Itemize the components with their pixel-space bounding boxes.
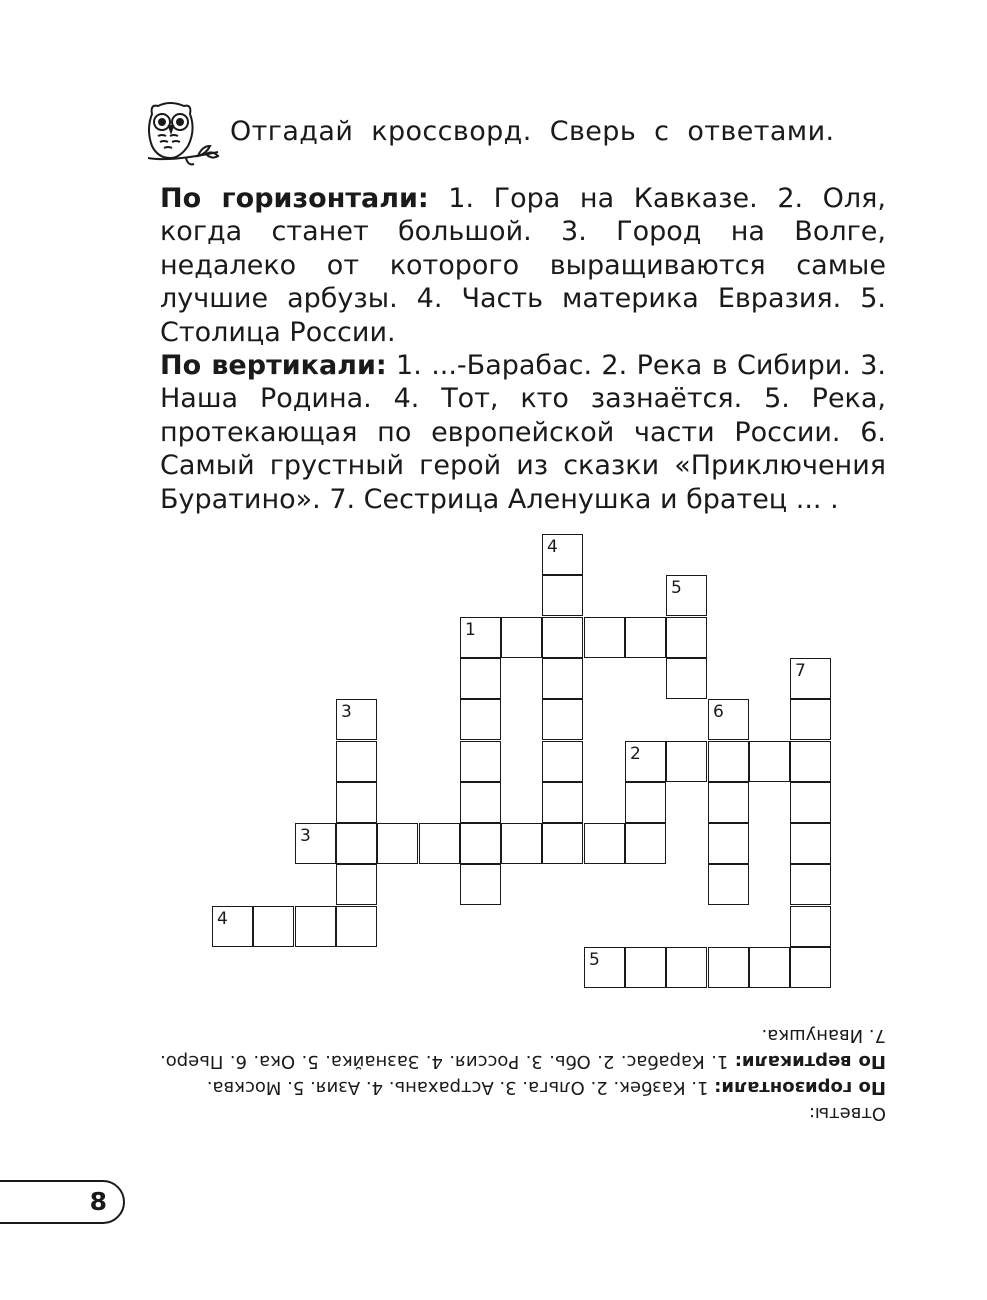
crossword-cell[interactable] [295, 823, 336, 864]
crossword-cell[interactable] [212, 906, 253, 947]
crossword-cell[interactable] [790, 906, 831, 947]
crossword-cell[interactable] [336, 864, 377, 905]
crossword-number: 1 [465, 620, 476, 640]
crossword-cell[interactable] [708, 699, 749, 740]
crossword-cell[interactable] [625, 947, 666, 988]
answers-block [160, 1022, 886, 1126]
crossword-cell[interactable] [542, 699, 583, 740]
crossword-cell[interactable] [790, 947, 831, 988]
answers-horizontal-text: 1. Казбек. 2. Ольга. 3. Астрахань. 4. Азия. 5. Москва. [206, 1077, 715, 1098]
crossword-cell[interactable] [666, 575, 707, 616]
crossword-cell[interactable] [542, 823, 583, 864]
crossword-cell[interactable] [708, 864, 749, 905]
crossword-cell[interactable] [336, 782, 377, 823]
crossword-cell[interactable] [542, 658, 583, 699]
crossword-cell[interactable] [542, 575, 583, 616]
crossword-cell[interactable] [708, 782, 749, 823]
clues-vertical-text: 1. ...-Барабас. 2. Река в Сибири. 3. Наша Родина. 4. Тот, кто зазнаётся. 5. Река, протекающая по европейской части России. 6. Самый грустный герой из сказки «Приключения Буратино». 7. Сестрица Аленушка и братец ... . [160, 350, 886, 515]
crossword-cell[interactable] [584, 823, 625, 864]
crossword-cell[interactable] [666, 658, 707, 699]
crossword-cell[interactable] [336, 906, 377, 947]
clues-horizontal-text: 1. Гора на Кавказе. 2. Оля, когда станет большой. 3. Город на Волге, недалеко от которого выращиваются самые лучшие арбузы. 4. Часть материка Евразия. 5. Столица России. [160, 183, 887, 348]
crossword-number: 5 [589, 950, 600, 970]
crossword-cell[interactable] [253, 906, 294, 947]
answers-title: Ответы: [808, 1103, 886, 1124]
crossword-cell[interactable] [460, 741, 501, 782]
page-number-tab [0, 1180, 125, 1224]
crossword-cell[interactable] [336, 699, 377, 740]
crossword-cell[interactable] [542, 782, 583, 823]
crossword-cell[interactable] [295, 906, 336, 947]
crossword-number: 6 [713, 702, 724, 722]
crossword-cell[interactable] [460, 864, 501, 905]
crossword-cell[interactable] [625, 741, 666, 782]
answers-horizontal [160, 1074, 886, 1100]
crossword-cell[interactable] [790, 864, 831, 905]
answers-vertical [160, 1022, 886, 1074]
page-number: 8 [89, 1187, 107, 1216]
crossword-cell[interactable] [336, 741, 377, 782]
answers-vertical-label: По вертикали: [734, 1051, 886, 1072]
crossword-cell[interactable] [708, 823, 749, 864]
crossword-number: 3 [341, 702, 352, 722]
crossword-cell[interactable] [584, 617, 625, 658]
crossword-cell[interactable] [542, 534, 583, 575]
crossword-cell[interactable] [790, 782, 831, 823]
crossword-cell[interactable] [790, 658, 831, 699]
crossword-cell[interactable] [749, 947, 790, 988]
crossword-cell[interactable] [460, 782, 501, 823]
crossword-cell[interactable] [377, 823, 418, 864]
instruction-text: Отгадай кроссворд. Сверь с ответами. [230, 116, 835, 147]
crossword-number: 3 [300, 826, 311, 846]
answers-vertical-text: 1. Карабас. 2. Обь. 3. Россия. 4. Зазнайка. 5. Ока. 6. Пьеро. 7. Иванушка. [160, 1025, 886, 1072]
crossword-cell[interactable] [460, 617, 501, 658]
crossword-cell[interactable] [625, 823, 666, 864]
crossword-cell[interactable] [625, 782, 666, 823]
crossword-number: 7 [795, 661, 806, 681]
clues-vertical-label: По вертикали: [160, 350, 387, 381]
crossword-cell[interactable] [708, 947, 749, 988]
crossword-number: 5 [671, 578, 682, 598]
crossword-cell[interactable] [749, 741, 790, 782]
crossword-cell[interactable] [460, 699, 501, 740]
crossword-cell[interactable] [790, 741, 831, 782]
crossword-cell[interactable] [708, 741, 749, 782]
crossword-number: 2 [630, 744, 641, 764]
answers-horizontal-label: По горизонтали: [714, 1077, 886, 1098]
crossword-cell[interactable] [666, 741, 707, 782]
crossword-number: 4 [547, 537, 558, 557]
crossword-cell[interactable] [336, 823, 377, 864]
crossword-cell[interactable] [419, 823, 460, 864]
crossword-cell[interactable] [501, 617, 542, 658]
crossword-cell[interactable] [542, 617, 583, 658]
clues-horizontal-label: По горизонтали: [160, 183, 429, 214]
crossword-cell[interactable] [790, 823, 831, 864]
crossword-cell[interactable] [790, 699, 831, 740]
crossword-cell[interactable] [666, 947, 707, 988]
crossword-cell[interactable] [666, 617, 707, 658]
crossword-cell[interactable] [625, 617, 666, 658]
crossword-number: 4 [217, 909, 228, 929]
crossword-cell[interactable] [501, 823, 542, 864]
crossword-cell[interactable] [460, 823, 501, 864]
crossword-cell[interactable] [542, 741, 583, 782]
crossword-cell[interactable] [460, 658, 501, 699]
crossword-cell[interactable] [584, 947, 625, 988]
